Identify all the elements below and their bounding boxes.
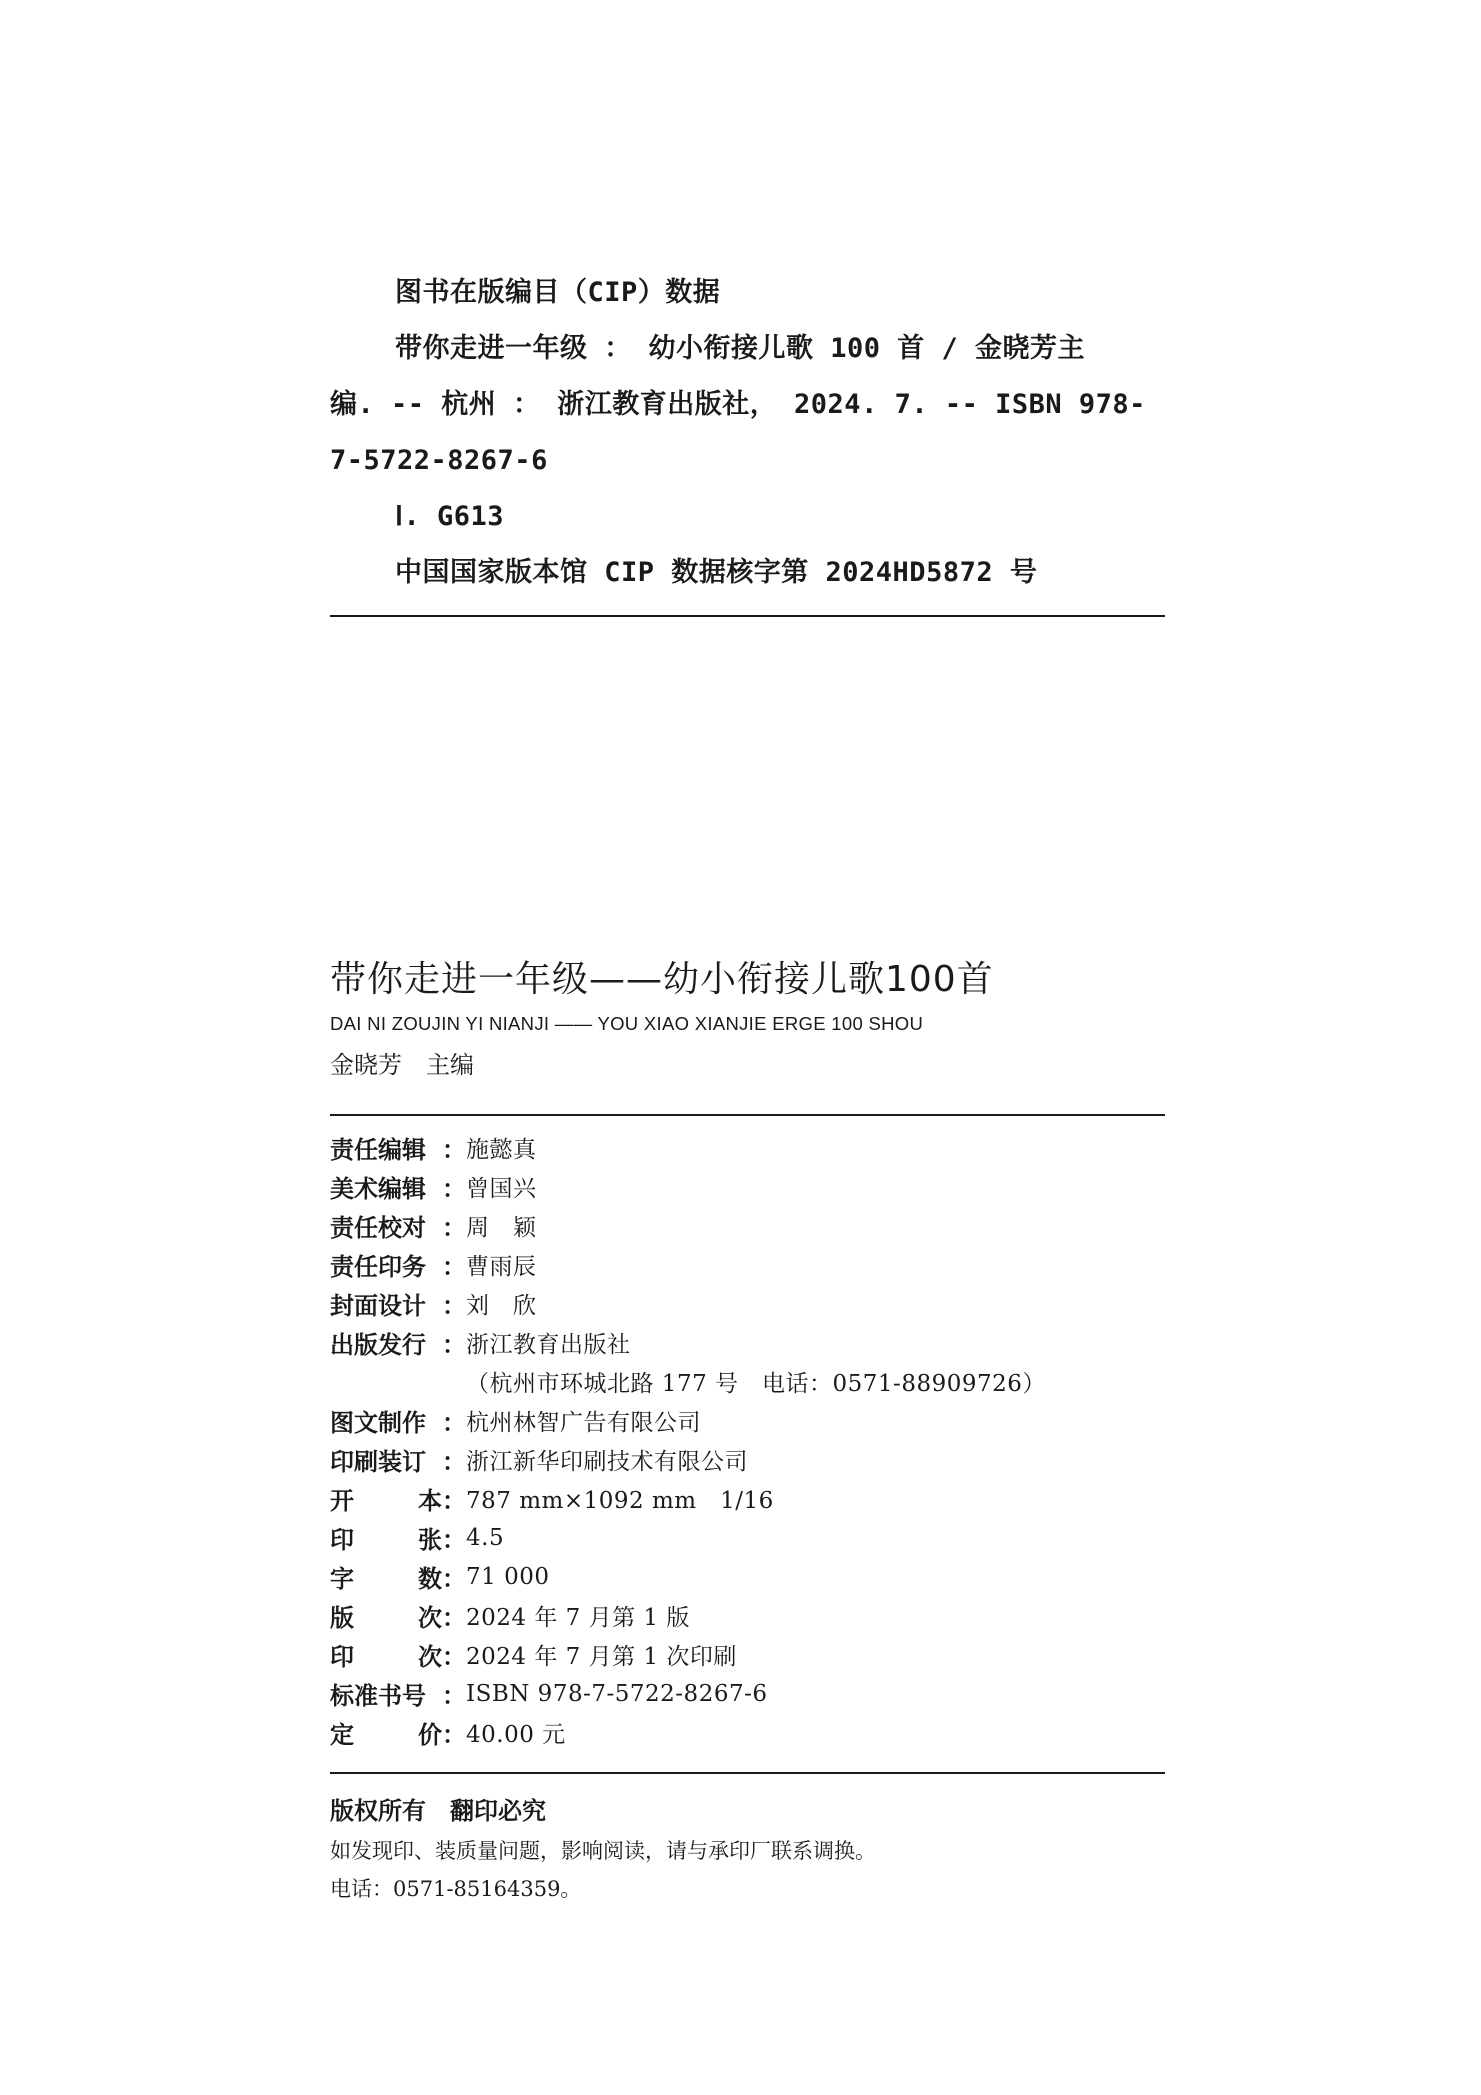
quality-notice: 如发现印、装质量问题，影响阅读，请与承印厂联系调换。 bbox=[330, 1839, 876, 1863]
imprint-value: 浙江新华印刷技术有限公司 bbox=[466, 1449, 748, 1475]
imprint-row bbox=[330, 1167, 1165, 1206]
imprint-colon: ： bbox=[442, 1175, 466, 1203]
imprint-row bbox=[330, 1479, 1165, 1518]
imprint-colon: ： bbox=[442, 1604, 466, 1632]
imprint-value: 2024 年 7 月第 1 次印刷 bbox=[466, 1644, 737, 1670]
imprint-list bbox=[330, 1128, 1165, 1752]
imprint-row bbox=[330, 1596, 1165, 1635]
imprint-label: 定 价 bbox=[330, 1721, 442, 1749]
imprint-value: 浙江教育出版社 bbox=[466, 1332, 631, 1358]
imprint-colon: ： bbox=[442, 1721, 466, 1749]
imprint-row bbox=[330, 1635, 1165, 1674]
imprint-colon: ： bbox=[442, 1487, 466, 1515]
imprint-row bbox=[330, 1284, 1165, 1323]
imprint-row bbox=[330, 1245, 1165, 1284]
imprint-value: 71 000 bbox=[466, 1563, 550, 1590]
book-title-pinyin: DAI NI ZOUJIN YI NIANJI —— YOU XIAO XIANJIE ERGE 100 SHOU bbox=[330, 1013, 924, 1034]
imprint-value: 周 颖 bbox=[466, 1215, 537, 1241]
title-divider bbox=[330, 1114, 1165, 1116]
imprint-label: 印 张 bbox=[330, 1526, 442, 1554]
imprint-colon: ： bbox=[442, 1409, 466, 1437]
imprint-colon: ： bbox=[442, 1448, 466, 1476]
imprint-colon: ： bbox=[442, 1253, 466, 1281]
imprint-value: 曾国兴 bbox=[466, 1176, 537, 1202]
cip-block bbox=[330, 265, 1165, 601]
imprint-value: 杭州林智广告有限公司 bbox=[466, 1410, 701, 1436]
cip-heading: 图书在版编目（CIP）数据 bbox=[395, 277, 721, 308]
imprint-label: 责任编辑 bbox=[330, 1136, 426, 1164]
imprint-colon: ： bbox=[442, 1643, 466, 1671]
imprint-label: 责任校对 bbox=[330, 1214, 426, 1242]
imprint-colon: ： bbox=[442, 1526, 466, 1554]
imprint-value: 40.00 元 bbox=[466, 1722, 566, 1748]
imprint-value: ISBN 978-7-5722-8267-6 bbox=[466, 1680, 768, 1707]
cip-classification: Ⅰ. G613 bbox=[395, 501, 504, 532]
imprint-colon: ： bbox=[442, 1682, 466, 1710]
imprint-colon: ： bbox=[442, 1331, 466, 1359]
cip-record-line: 带你走进一年级 ： 幼小衔接儿歌 100 首 / 金晓芳主 bbox=[395, 333, 1086, 364]
book-editor: 金晓芳 主编 bbox=[330, 1051, 474, 1079]
imprint-value: 刘 欣 bbox=[466, 1293, 537, 1319]
imprint-value: （杭州市环城北路 177 号 电话：0571-88909726） bbox=[466, 1371, 1046, 1397]
imprint-row bbox=[330, 1401, 1165, 1440]
imprint-label: 图文制作 bbox=[330, 1409, 426, 1437]
imprint-value: 4.5 bbox=[466, 1524, 505, 1551]
cip-record-line: 编. -- 杭州 ： 浙江教育出版社， 2024. 7. -- ISBN 978- bbox=[330, 389, 1146, 420]
imprint-row bbox=[330, 1713, 1165, 1752]
cip-divider bbox=[330, 615, 1165, 617]
copyright-notice: 版权所有 翻印必究 bbox=[330, 1797, 546, 1825]
imprint-colon: ： bbox=[442, 1136, 466, 1164]
book-title: 带你走进一年级——幼小衔接儿歌100首 bbox=[330, 959, 994, 1000]
imprint-value: 787 mm×1092 mm 1/16 bbox=[466, 1488, 774, 1514]
imprint-row bbox=[330, 1674, 1165, 1713]
imprint-label: 出版发行 bbox=[330, 1331, 426, 1359]
imprint-colon: ： bbox=[442, 1565, 466, 1593]
imprint-label: 印刷装订 bbox=[330, 1448, 426, 1476]
imprint-label: 封面设计 bbox=[330, 1292, 426, 1320]
imprint-value: 2024 年 7 月第 1 版 bbox=[466, 1605, 690, 1631]
imprint-row bbox=[330, 1440, 1165, 1479]
cip-record-line: 7-5722-8267-6 bbox=[330, 445, 548, 476]
imprint-label: 开 本 bbox=[330, 1487, 442, 1515]
imprint-row bbox=[330, 1206, 1165, 1245]
imprint-divider bbox=[330, 1772, 1165, 1774]
imprint-label: 标准书号 bbox=[330, 1682, 426, 1710]
cip-number: 中国国家版本馆 CIP 数据核字第 2024HD5872 号 bbox=[395, 557, 1038, 588]
imprint-row bbox=[330, 1323, 1165, 1362]
imprint-label: 字 数 bbox=[330, 1565, 442, 1593]
title-block bbox=[330, 955, 1165, 1085]
footer bbox=[330, 1790, 1165, 1908]
imprint-label: 美术编辑 bbox=[330, 1175, 426, 1203]
imprint-value: 施懿真 bbox=[466, 1137, 537, 1163]
imprint-label: 责任印务 bbox=[330, 1253, 426, 1281]
imprint-label: 印 次 bbox=[330, 1643, 442, 1671]
imprint-row bbox=[330, 1557, 1165, 1596]
imprint-row bbox=[330, 1518, 1165, 1557]
contact-phone: 电话：0571-85164359。 bbox=[330, 1877, 582, 1901]
imprint-colon: ： bbox=[442, 1214, 466, 1242]
imprint-row bbox=[330, 1362, 1165, 1401]
imprint-label: 版 次 bbox=[330, 1604, 442, 1632]
imprint-value: 曹雨辰 bbox=[466, 1254, 537, 1280]
imprint-row bbox=[330, 1128, 1165, 1167]
imprint-colon: ： bbox=[442, 1292, 466, 1320]
